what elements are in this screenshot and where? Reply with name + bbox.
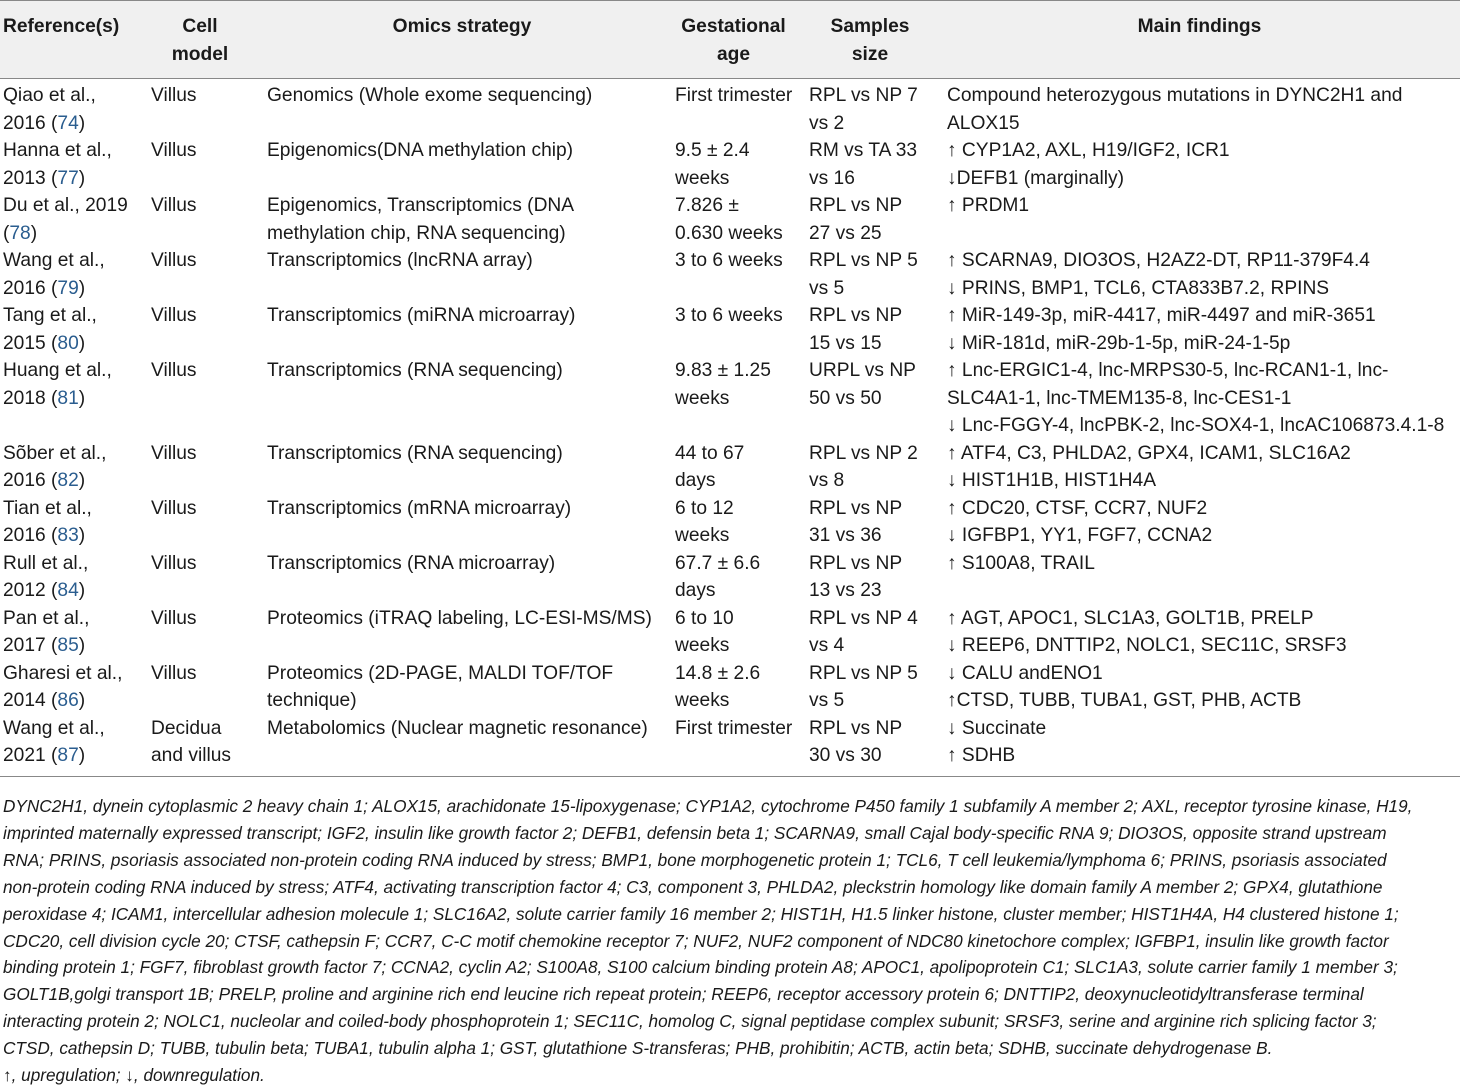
reference-cell: Wang et al., 2021 (87) xyxy=(0,715,142,777)
gestational-age-cell: 9.83 ± 1.25 weeks xyxy=(675,360,771,409)
header-gestational-age: Gestational age xyxy=(666,1,801,79)
reference-cell: Qiao et al., 2016 (74) xyxy=(3,85,96,134)
omics-strategy-cell: Transcriptomics (RNA sequencing) xyxy=(267,442,563,464)
main-findings-cell: ↑ SCARNA9, DIO3OS, H2AZ2-DT, RP11-379F4.4 ↓ PRINS, BMP1, TCL6, CTA833B7.2, RPINS xyxy=(947,250,1370,299)
cell-model-cell: Villus xyxy=(151,497,197,519)
omics-strategy-cell: Proteomics (iTRAQ labeling, LC-ESI-MS/MS) xyxy=(267,607,652,629)
omics-strategy-cell: Genomics (Whole exome sequencing) xyxy=(267,85,593,106)
reference-link[interactable]: 78 xyxy=(9,222,31,244)
reference-cell: Tian et al., 2016 (83) xyxy=(3,497,92,546)
cell-model-cell: Decidua and villus xyxy=(142,715,258,777)
main-findings-cell: ↑ MiR-149-3p, miR-4417, miR-4497 and miR-3651 ↓ MiR-181d, miR-29b-1-5p, miR-24-1-5p xyxy=(947,305,1376,354)
omics-strategy-cell: Epigenomics, Transcriptomics (DNA methylation chip, RNA sequencing) xyxy=(267,195,575,244)
cell-model-cell: Villus xyxy=(151,662,197,684)
reference-link[interactable]: 74 xyxy=(57,112,79,134)
reference-link[interactable]: 84 xyxy=(57,580,79,601)
omics-strategy-cell: Metabolomics (Nuclear magnetic resonance) xyxy=(258,715,666,777)
gestational-age-cell: First trimester xyxy=(666,715,801,777)
table-footnote xyxy=(3,793,1459,1089)
samples-size-cell: URPL vs NP 50 vs 50 xyxy=(809,360,916,409)
cell-model-cell: Villus xyxy=(151,607,197,629)
omics-strategy-cell: Transcriptomics (miRNA microarray) xyxy=(267,305,576,326)
reference-link[interactable]: 79 xyxy=(57,277,79,299)
gestational-age-cell: 3 to 6 weeks xyxy=(675,250,783,271)
table-row xyxy=(0,495,1460,550)
samples-size-cell: RPL vs NP 15 vs 15 xyxy=(809,305,903,354)
reference-link[interactable]: 87 xyxy=(57,745,79,766)
main-findings-cell: ↑ CDC20, CTSF, CCR7, NUF2 ↓ IGFBP1, YY1, FGF7, CCNA2 xyxy=(947,497,1213,546)
samples-size-cell: RPL vs NP 7 vs 2 xyxy=(809,85,918,134)
reference-cell: Huang et al., 2018 (81) xyxy=(3,360,112,409)
main-findings-cell: ↑ S100A8, TRAIL xyxy=(947,552,1095,574)
footnote-line: peroxidase 4; ICAM1, intercellular adhesion molecule 1; SLC16A2, solute carrier family 16 member 2; HIST1H, H1.5 linker histone, cluster member; HIST1H4A, H4 clustered histone 1; xyxy=(3,903,1399,924)
omics-strategy-cell: Transcriptomics (RNA microarray) xyxy=(267,552,556,574)
footnote-line: binding protein 1; FGF7, fibroblast growth factor 7; CCNA2, cyclin A2; S100A8, S100 calcium binding protein A8; APOC1, apolipoprotein C1; SLC1A3, solute carrier family 1 member 3; xyxy=(3,957,1398,978)
main-findings-cell: ↓ Succinate ↑ SDHB xyxy=(939,715,1460,777)
table-row xyxy=(0,550,1460,605)
main-findings-cell: ↑ Lnc-ERGIC1-4, lnc-MRPS30-5, lnc-RCAN1-1, lnc- SLC4A1-1, lnc-TMEM135-8, lnc-CES1-1 ↓ Lnc-FGGY-4, lncPBK-2, lnc-SOX4-1, lncAC106873.4.1-8 xyxy=(947,360,1445,436)
footnote-line: imprinted maternally expressed transcript; IGF2, insulin like growth factor 2; DEFB1, defensin beta 1; SCARNA9, small Cajal body-specific RNA 9; DIO3OS, opposite strand upstream xyxy=(3,822,1387,843)
reference-cell: Du et al., 2019 (78) xyxy=(3,195,128,244)
table-row xyxy=(0,247,1460,302)
main-findings-cell: ↑ PRDM1 xyxy=(947,195,1030,216)
footnote-line: CTSD, cathepsin D; TUBB, tubulin beta; TUBA1, tubulin alpha 1; GST, glutathione S-transferas; PHB, prohibitin; ACTB, actin beta; SDHB, succinate dehydrogenase B. xyxy=(3,1038,1273,1059)
reference-cell: Gharesi et al., 2014 (86) xyxy=(3,662,123,711)
samples-size-cell: RPL vs NP 5 vs 5 xyxy=(809,250,918,299)
footnote-line: ↑, upregulation; ↓, downregulation. xyxy=(3,1065,265,1086)
omics-strategy-cell: Proteomics (2D-PAGE, MALDI TOF/TOF technique) xyxy=(267,662,614,711)
footnote-line: GOLT1B,golgi transport 1B; PRELP, proline and arginine rich end leucine rich repeat protein; REEP6, receptor accessory protein 6; DNTTIP2, deoxynucleotidyltransferase terminal xyxy=(3,984,1364,1005)
footnote-line: interacting protein 2; NOLC1, nucleolar and coiled-body phosphoprotein 1; SEC11C, homolog C, signal peptidase complex subunit; SRSF3, serine and arginine rich splicing factor 3; xyxy=(3,1011,1377,1032)
cell-model-cell: Villus xyxy=(151,305,197,326)
omics-strategy-cell: Transcriptomics (mRNA microarray) xyxy=(267,497,572,519)
gestational-age-cell: 44 to 67 days xyxy=(675,442,745,491)
table-row xyxy=(0,715,1460,777)
table-row xyxy=(0,605,1460,660)
header-main-findings: Main findings xyxy=(939,1,1460,79)
gestational-age-cell: 9.5 ± 2.4 weeks xyxy=(675,140,750,189)
footnote-line: DYNC2H1, dynein cytoplasmic 2 heavy chain 1; ALOX15, arachidonate 15-lipoxygenase; CYP1A2, cytochrome P450 family 1 subfamily A member 2; AXL, receptor tyrosine kinase, H19, xyxy=(3,796,1413,816)
reference-cell: Hanna et al., 2013 (77) xyxy=(3,140,112,189)
table-row xyxy=(0,660,1460,715)
samples-size-cell: RPL vs NP 30 vs 30 xyxy=(801,715,939,777)
omics-strategy-cell: Epigenomics(DNA methylation chip) xyxy=(267,140,574,161)
table-row xyxy=(0,357,1460,440)
gestational-age-cell: 6 to 10 weeks xyxy=(675,607,734,656)
footnote-line: CDC20, cell division cycle 20; CTSF, cathepsin F; CCR7, C-C motif chemokine receptor 7; NUF2, NUF2 component of NDC80 kinetochore complex; IGFBP1, insulin like growth factor xyxy=(3,930,1389,951)
gestational-age-cell: 6 to 12 weeks xyxy=(675,497,734,546)
reference-cell: Rull et al., 2012 (84) xyxy=(3,552,89,601)
samples-size-cell: RPL vs NP 5 vs 5 xyxy=(809,662,918,711)
samples-size-cell: RPL vs NP 2 vs 8 xyxy=(809,442,918,491)
header-reference: Reference(s) xyxy=(0,1,142,79)
gestational-age-cell: 14.8 ± 2.6 weeks xyxy=(675,662,761,711)
main-findings-cell: ↑ ATF4, C3, PHLDA2, GPX4, ICAM1, SLC16A2 ↓ HIST1H1B, HIST1H4A xyxy=(947,442,1351,491)
cell-model-cell: Villus xyxy=(151,360,197,381)
cell-model-cell: Villus xyxy=(151,442,197,464)
omics-strategy-cell: Transcriptomics (RNA sequencing) xyxy=(267,360,563,381)
table-row xyxy=(0,79,1460,138)
gestational-age-cell: 3 to 6 weeks xyxy=(675,305,783,326)
reference-link[interactable]: 80 xyxy=(57,332,79,354)
cell-model-cell: Villus xyxy=(151,85,197,106)
cell-model-cell: Villus xyxy=(151,140,197,161)
table-row xyxy=(0,440,1460,495)
table-body xyxy=(0,79,1460,777)
main-findings-cell: ↑ AGT, APOC1, SLC1A3, GOLT1B, PRELP ↓ REEP6, DNTTIP2, NOLC1, SEC11C, SRSF3 xyxy=(947,607,1347,656)
reference-link[interactable]: 86 xyxy=(57,690,79,711)
reference-link[interactable]: 85 xyxy=(57,635,79,656)
cell-model-cell: Villus xyxy=(151,195,197,216)
table-row xyxy=(0,192,1460,247)
main-findings-cell: ↓ CALU andENO1 ↑CTSD, TUBB, TUBA1, GST, PHB, ACTB xyxy=(947,662,1302,711)
table-header-row xyxy=(0,1,1460,79)
footnote-line: non-protein coding RNA induced by stress; ATF4, activating transcription factor 4; C3, component 3, PHLDA2, pleckstrin homology like domain family A member 2; GPX4, glutathione xyxy=(3,876,1383,897)
reference-cell: Wang et al., 2016 (79) xyxy=(3,250,105,299)
table-row xyxy=(0,302,1460,357)
header-samples-size: Samples size xyxy=(801,1,939,79)
reference-link[interactable]: 83 xyxy=(57,525,79,546)
samples-size-cell: RPL vs NP 27 vs 25 xyxy=(809,195,903,244)
table-row xyxy=(0,137,1460,192)
reference-cell: Tang et al., 2015 (80) xyxy=(3,305,97,354)
samples-size-cell: RPL vs NP 4 vs 4 xyxy=(809,607,918,656)
gestational-age-cell: First trimester xyxy=(675,85,793,106)
reference-link[interactable]: 82 xyxy=(57,470,79,491)
footnote-line: RNA; PRINS, psoriasis associated non-protein coding RNA induced by stress; BMP1, bone morphogenetic protein 1; TCL6, T cell leukemia/lymphoma 6; PRINS, psoriasis associated xyxy=(3,849,1387,870)
main-findings-cell: Compound heterozygous mutations in DYNC2H1 and ALOX15 xyxy=(947,85,1403,134)
reference-cell: Pan et al., 2017 (85) xyxy=(3,607,90,656)
samples-size-cell: RM vs TA 33 vs 16 xyxy=(809,140,918,189)
omics-strategy-cell: Transcriptomics (lncRNA array) xyxy=(267,250,533,271)
samples-size-cell: RPL vs NP 31 vs 36 xyxy=(809,497,903,546)
samples-size-cell: RPL vs NP 13 vs 23 xyxy=(809,552,903,601)
cell-model-cell: Villus xyxy=(151,250,197,271)
gestational-age-cell: 67.7 ± 6.6 days xyxy=(675,552,761,601)
reference-cell: Sõber et al., 2016 (82) xyxy=(3,442,107,491)
cell-model-cell: Villus xyxy=(151,552,197,574)
reference-link[interactable]: 81 xyxy=(57,387,79,409)
gestational-age-cell: 7.826 ± 0.630 weeks xyxy=(675,195,783,244)
main-findings-cell: ↑ CYP1A2, AXL, H19/IGF2, ICR1 ↓DEFB1 (marginally) xyxy=(947,140,1230,189)
header-omics-strategy: Omics strategy xyxy=(258,1,666,79)
header-cell-model: Cell model xyxy=(142,1,258,79)
reference-link[interactable]: 77 xyxy=(57,167,79,189)
